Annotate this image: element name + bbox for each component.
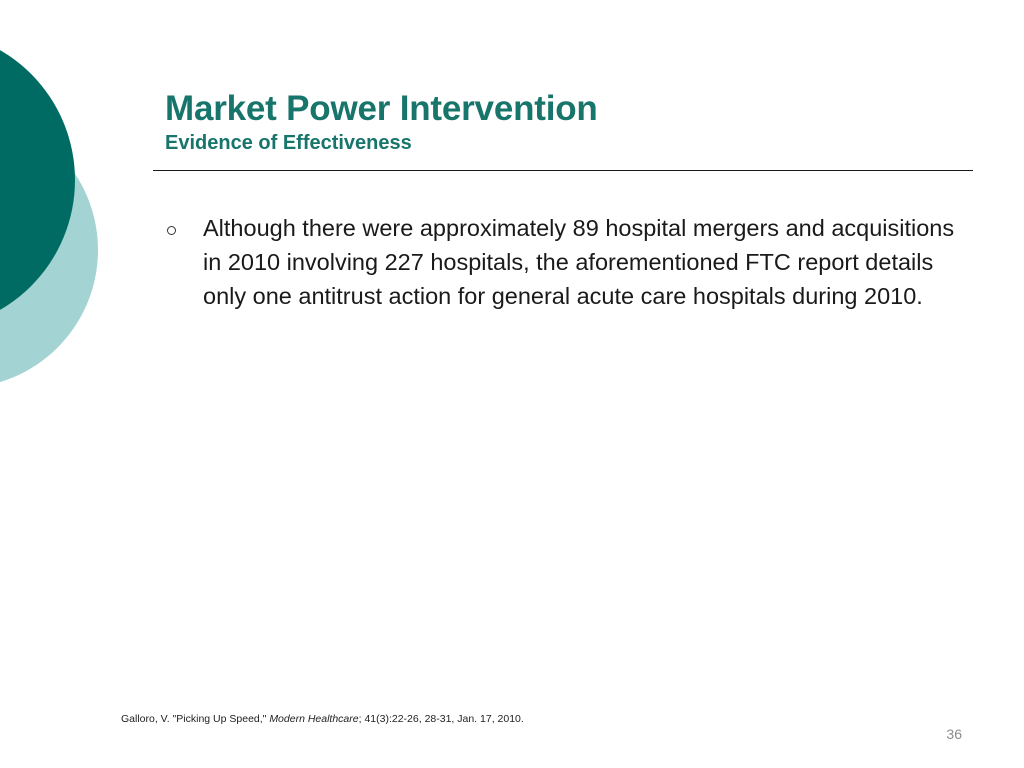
citation-prefix: Galloro, V. "Picking Up Speed," [121,713,270,725]
citation-footnote [121,713,524,725]
slide-subtitle: Evidence of Effectiveness [165,132,412,154]
title-divider [153,170,973,171]
bullet-item [165,211,965,313]
bullet-list [165,211,965,313]
page-number: 36 [946,726,962,742]
title-block [165,88,975,156]
citation-journal: Modern Healthcare [269,713,359,725]
bullet-text: Although there were approximately 89 hospital mergers and acquisitions in 2010 involving 227 hospitals, the aforementioned FTC report details only one antitrust action for general acute care hospitals during 2010. [203,215,955,309]
decorative-circles [0,0,120,420]
slide-title: Market Power Intervention [165,89,598,128]
citation-suffix: ; 41(3):22-26, 28-31, Jan. 17, 2010. [358,713,524,725]
hollow-circle-bullet-icon [167,226,176,235]
